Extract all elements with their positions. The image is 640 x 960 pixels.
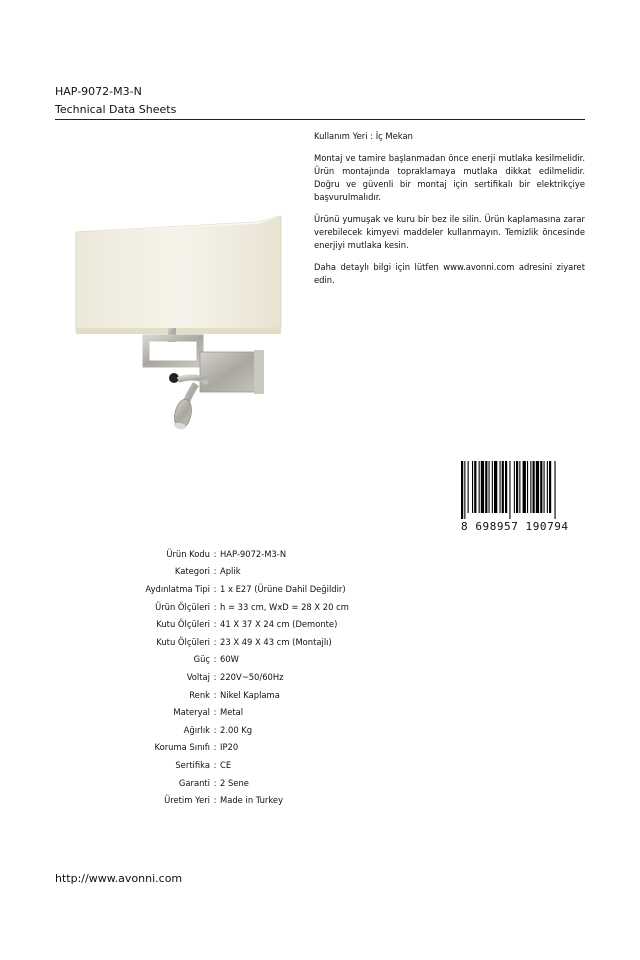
header-divider: [55, 119, 585, 120]
spec-label: Ürün Ölçüleri: [155, 601, 210, 612]
safety-paragraph: Montaj ve tamire başlanmadan önce enerji mutlaka kesilmelidir. Ürün montajında topraklamaya mutlaka dikkat edilmelidir. Doğru ve güvenli bir montaj için sertifikalı bir elektrikçiye başvurulmalıdır.: [314, 153, 585, 202]
website-paragraph: Daha detaylı bilgi için lütfen www.avonni.com adresini ziyaret edin.: [314, 262, 585, 285]
spec-value: 2 Sene: [220, 777, 249, 788]
spec-value: Nikel Kaplama: [220, 689, 280, 700]
spec-separator: :: [213, 566, 217, 577]
spec-row: [70, 598, 349, 616]
spec-separator: :: [213, 724, 217, 735]
reading-light: [172, 398, 194, 431]
spec-separator: :: [213, 601, 217, 612]
spec-row: [70, 668, 349, 686]
spec-value: 220V~50/60Hz: [220, 671, 284, 682]
spec-label: Kategori: [174, 566, 210, 577]
spec-row: [70, 615, 349, 633]
spec-label: Aydınlatma Tipi: [145, 583, 210, 594]
spec-separator: :: [213, 777, 217, 788]
barcode-number: 8 698957 190794: [461, 520, 569, 533]
spec-label: Renk: [189, 689, 210, 700]
spec-label: Ürün Kodu: [166, 548, 210, 559]
spec-label: Sertifika: [175, 759, 210, 770]
spec-separator: :: [213, 671, 217, 682]
spec-label: Ağırlık: [183, 724, 210, 735]
spec-row: [70, 721, 349, 739]
spec-value: 2.00 Kg: [220, 724, 253, 735]
wall-plate: [200, 352, 260, 392]
model-code: HAP-9072-M3-N: [55, 85, 142, 98]
cleaning-paragraph: Ürünü yumuşak ve kuru bir bez ile silin. Ürün kaplamasına zarar verebilecek kimyevi maddeler kullanmayın. Temizlik öncesinde enerjiyi mutlaka kesin.: [314, 214, 585, 250]
spec-row: [70, 545, 349, 563]
usage-text: Kullanım Yeri : İç Mekan: [314, 131, 413, 141]
spec-value: Made in Turkey: [220, 795, 284, 806]
barcode: [457, 461, 585, 521]
spec-value: HAP-9072-M3-N: [220, 548, 287, 559]
spec-separator: :: [213, 619, 217, 630]
footer-url: http://www.avonni.com: [55, 872, 183, 885]
spec-label: Materyal: [173, 707, 210, 718]
product-image: [68, 210, 288, 435]
spec-row: [70, 563, 349, 581]
spec-label: Kutu Ölçüleri: [156, 619, 210, 630]
spec-separator: :: [213, 759, 217, 770]
spec-row: [70, 791, 349, 809]
spec-row: [70, 774, 349, 792]
spec-separator: :: [213, 742, 217, 753]
spec-value: 1 x E27 (Ürüne Dahil Değildir): [220, 583, 346, 594]
spec-separator: :: [213, 654, 217, 665]
spec-value: Aplik: [220, 566, 241, 577]
spec-separator: :: [213, 636, 217, 647]
document-subtitle: Technical Data Sheets: [55, 103, 177, 116]
spec-value: CE: [220, 759, 232, 770]
spec-row: [70, 756, 349, 774]
spec-separator: :: [213, 707, 217, 718]
spec-label: Koruma Sınıfı: [154, 742, 210, 753]
spec-label: Güç: [193, 654, 210, 665]
spec-separator: :: [213, 583, 217, 594]
spec-value: 60W: [220, 654, 239, 665]
spec-value: 23 X 49 X 43 cm (Montajlı): [220, 636, 332, 647]
spec-row: [70, 651, 349, 669]
spec-row: [70, 739, 349, 757]
spec-value: h = 33 cm, WxD = 28 X 20 cm: [220, 601, 349, 612]
lamp-shade: [76, 216, 281, 332]
spec-label: Üretim Yeri: [164, 795, 210, 806]
spec-value: IP20: [220, 742, 239, 753]
spec-label: Garanti: [178, 777, 210, 788]
spec-label: Voltaj: [186, 671, 210, 682]
spec-value: Metal: [220, 707, 244, 718]
spec-row: [70, 686, 349, 704]
spec-separator: :: [213, 689, 217, 700]
spec-value: 41 X 37 X 24 cm (Demonte): [220, 619, 338, 630]
spec-label: Kutu Ölçüleri: [156, 636, 210, 647]
spec-separator: :: [213, 795, 217, 806]
spec-row: [70, 580, 349, 598]
spec-table: [70, 545, 349, 809]
info-block: [314, 130, 585, 296]
spec-row: [70, 703, 349, 721]
spec-separator: :: [213, 548, 217, 559]
spec-row: [70, 633, 349, 651]
